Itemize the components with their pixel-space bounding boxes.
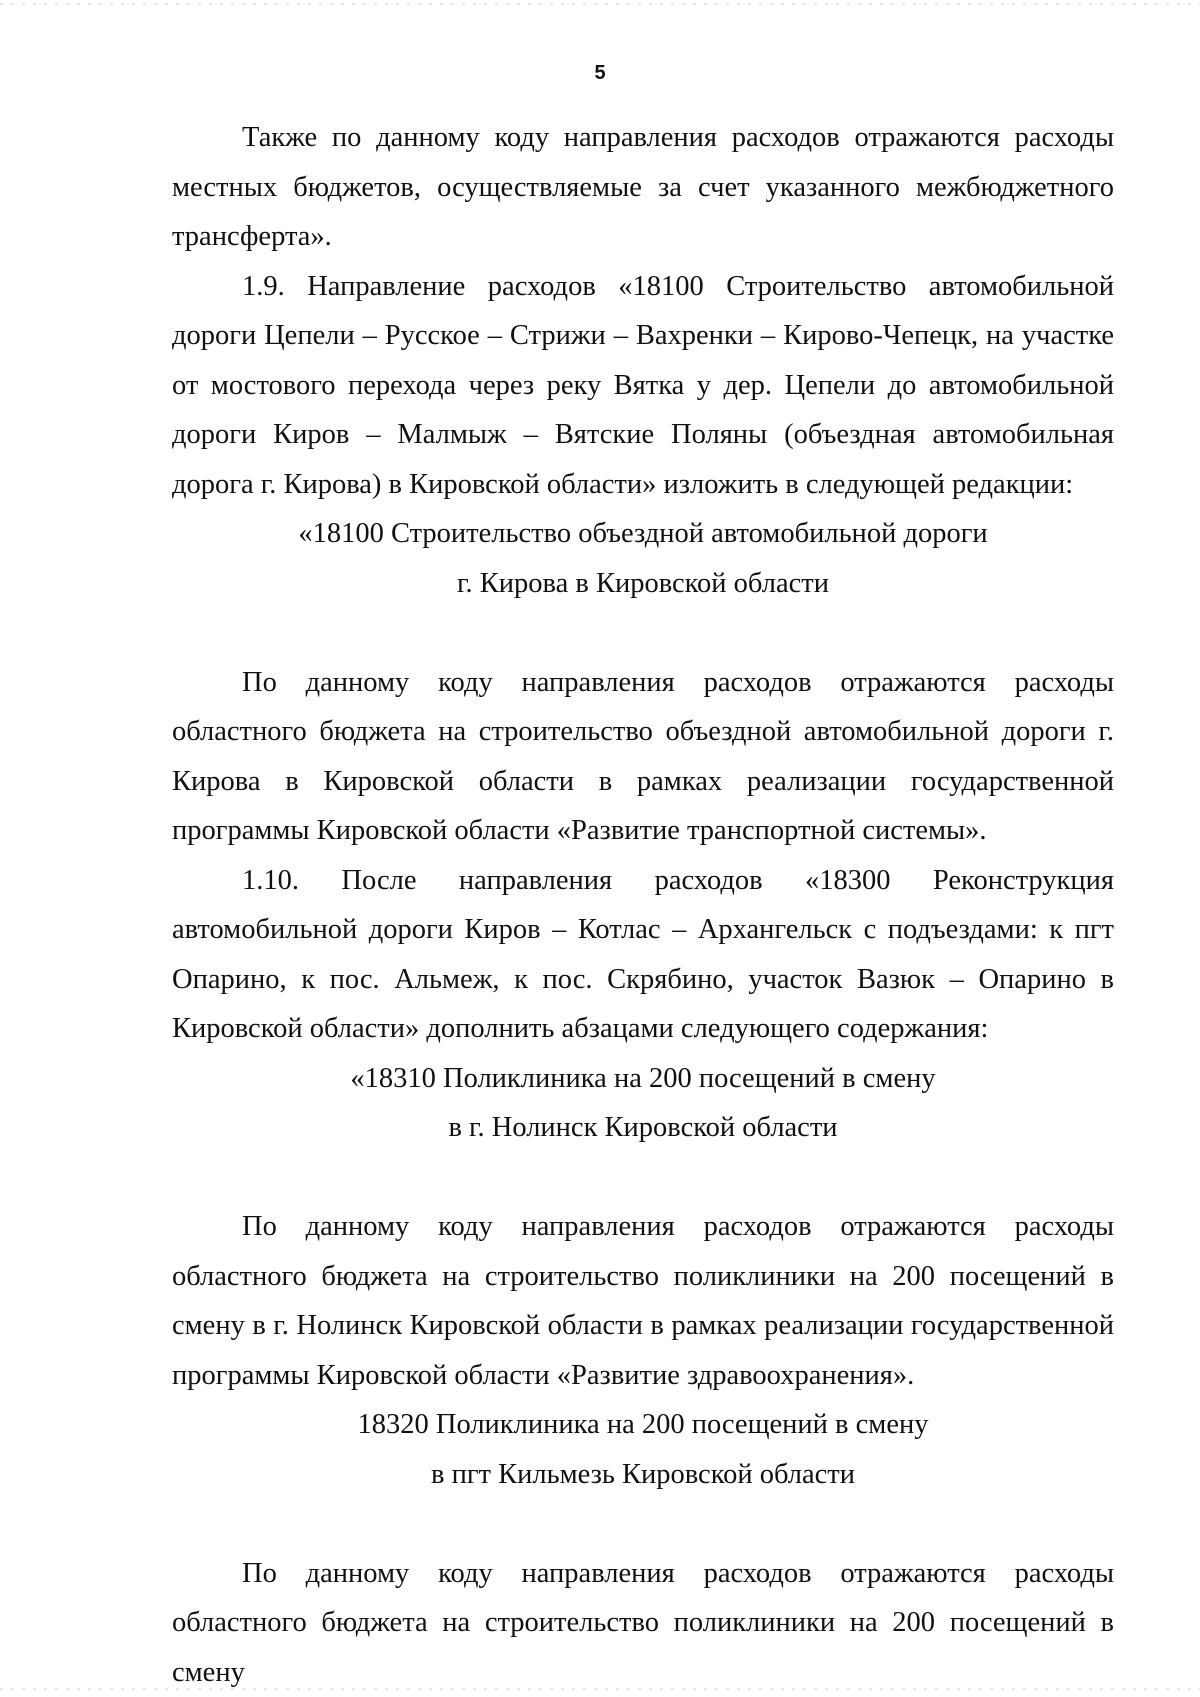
page-number: 5 [594,62,606,84]
spacer [172,608,1114,658]
paragraph-18100-description: По данному коду направления расходов отражаются расходы областного бюджета на строительство объездной автомобильной дороги г. Кирова в Кировской области в рамках реализации государственной программы Кировской области «Развитие транспортной системы». [172,666,1114,846]
scan-edge-top [0,3,1200,5]
heading-18320-line-2: в пгт Кильмезь Кировской области [431,1458,855,1490]
paragraph-18320-description: По данному коду направления расходов отражаются расходы областного бюджета на строительство поликлиники на 200 посещений в смену [172,1557,1114,1688]
heading-18100-line-2: г. Кирова в Кировской области [457,567,829,599]
paragraph-1-10: 1.10. После направления расходов «18300 Реконструкция автомобильной дороги Киров – Котлас – Архангельск с подъездами: к пгт Опарино, к пос. Альмеж, к пос. Скрябино, участок Вазюк – Опарино в Кировской области» дополнить абзацами следующего содержания: [172,864,1114,1044]
paragraph-1-9: 1.9. Направление расходов «18100 Строительство автомобильной дороги Цепели – Русское – Стрижи – Вахренки – Кирово-Чепецк, на участке от мостового перехода через реку Вятка у дер. Цепели до автомобильной дороги Киров – Малмыж – Вятские Поляны (объездная автомобильная дорога г. Кирова) в Кировской области» изложить в следующей редакции: [172,270,1114,500]
scan-edge-bottom [0,1688,1200,1690]
document-body [172,113,1114,1697]
spacer [172,1153,1114,1203]
paragraph-1: Также по данному коду направления расходов отражаются расходы местных бюджетов, осуществляемые за счет указанного межбюджетного трансферта». [172,122,1114,252]
paragraph-18310-description: По данному коду направления расходов отражаются расходы областного бюджета на строительство поликлиники на 200 посещений в смену в г. Нолинск Кировской области в рамках реализации государственной программы Кировской области «Развитие здравоохранения». [172,1211,1114,1391]
spacer [172,1499,1114,1549]
heading-18310-line-2: в г. Нолинск Кировской области [448,1112,838,1143]
heading-18310-line-1: «18310 Поликлиника на 200 посещений в смену [350,1062,936,1094]
heading-18320-line-1: 18320 Поликлиника на 200 посещений в смену [357,1409,929,1440]
heading-18100-line-1: «18100 Строительство объездной автомобильной дороги [298,518,988,549]
